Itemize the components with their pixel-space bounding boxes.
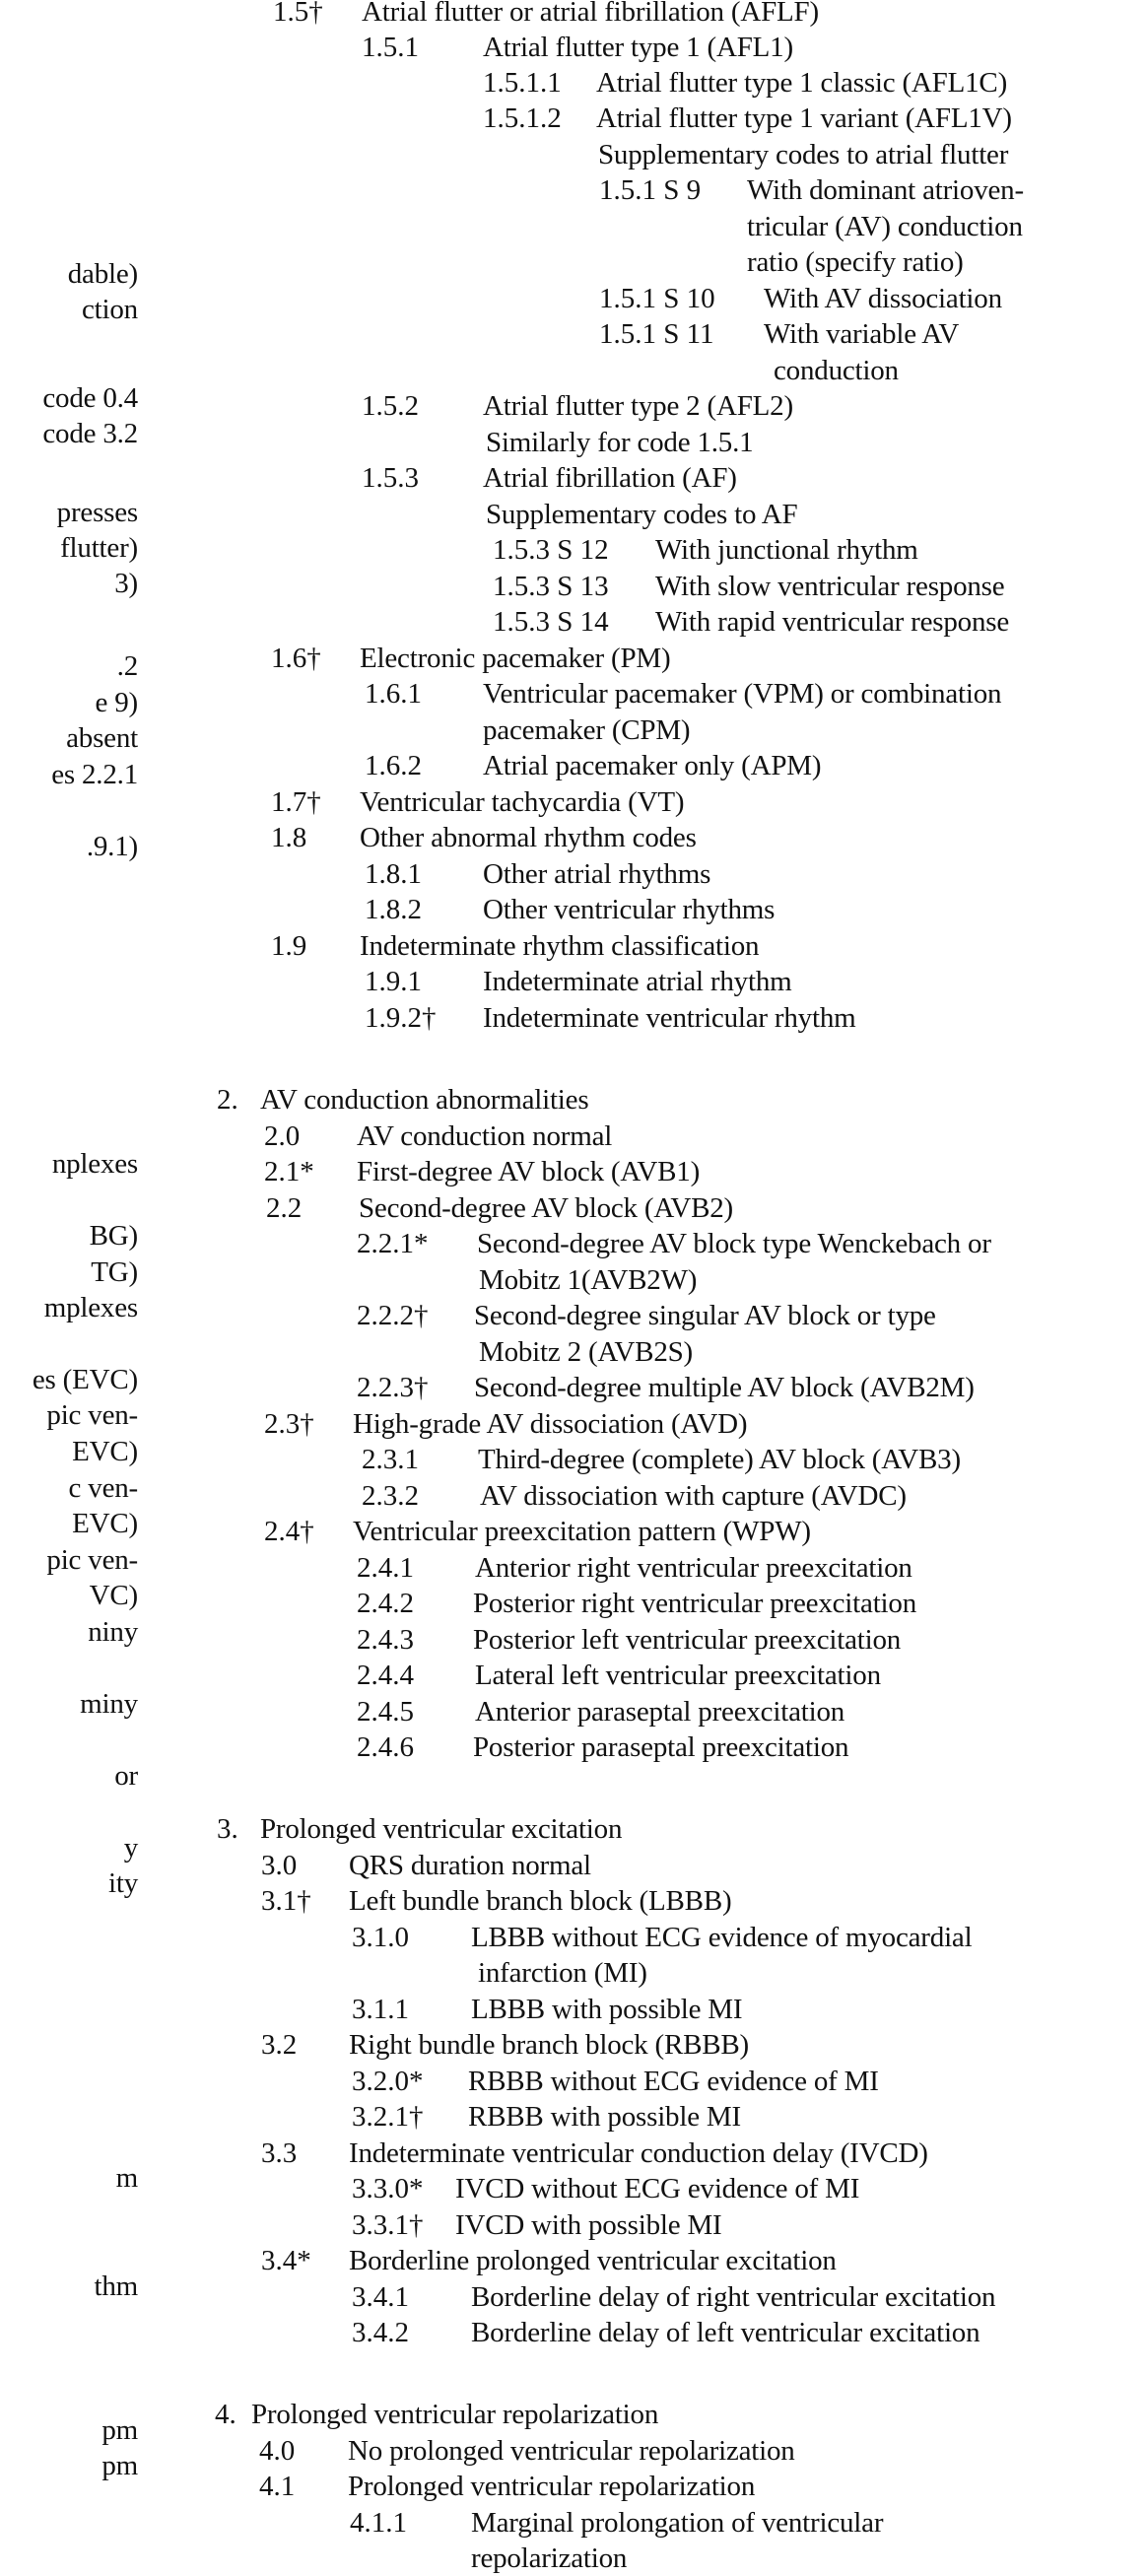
left-column-fragment: TG) — [91, 1256, 138, 1288]
code-description: Borderline delay of right ventricular excitation — [471, 2281, 996, 2313]
code-description: Other atrial rhythms — [483, 858, 711, 890]
code-description: With junctional rhythm — [655, 534, 918, 566]
code-number: 2.4.2 — [357, 1588, 414, 1619]
code-description: LBBB without ECG evidence of myocardial — [471, 1922, 973, 1953]
code-number: 2.0 — [264, 1120, 301, 1152]
code-number: 2.4.4 — [357, 1660, 414, 1691]
code-description: Second-degree AV block (AVB2) — [359, 1192, 734, 1224]
code-number: 3. — [217, 1813, 238, 1845]
left-column-fragment: 3) — [114, 568, 138, 599]
code-number: 3.1.0 — [352, 1922, 409, 1953]
code-description: Indeterminate atrial rhythm — [483, 966, 792, 997]
code-description: pacemaker (CPM) — [483, 714, 691, 746]
code-number: 2.2.1* — [357, 1228, 429, 1259]
code-description: Second-degree multiple AV block (AVB2M) — [474, 1372, 975, 1403]
left-column-fragment: thm — [94, 2271, 138, 2302]
code-description: Marginal prolongation of ventricular — [471, 2507, 884, 2539]
left-column-fragment: EVC) — [72, 1508, 138, 1539]
left-column-fragment: absent — [66, 722, 138, 754]
code-description: Ventricular tachycardia (VT) — [360, 786, 685, 818]
code-number: 3.4* — [261, 2245, 311, 2276]
code-description: Atrial flutter type 1 (AFL1) — [483, 32, 793, 63]
code-description: LBBB with possible MI — [471, 1994, 743, 2025]
code-number: 1.6.2 — [365, 750, 422, 781]
code-description: Second-degree singular AV block or type — [474, 1300, 936, 1331]
left-column-fragment: VC) — [89, 1580, 138, 1611]
left-column-fragment: es 2.2.1 — [51, 759, 138, 790]
code-number: 2.4.1 — [357, 1552, 414, 1584]
code-description: Similarly for code 1.5.1 — [486, 427, 754, 458]
left-column-fragment: pic ven- — [46, 1544, 138, 1576]
code-description: Ventricular preexcitation pattern (WPW) — [353, 1516, 811, 1547]
code-number: 1.9.1 — [365, 966, 422, 997]
code-number: 4.0 — [259, 2435, 296, 2467]
code-number: 4. — [215, 2399, 236, 2430]
left-column-fragment: miny — [80, 1688, 138, 1720]
code-description: Anterior right ventricular preexcitation — [475, 1552, 912, 1584]
code-number: 1.9 — [271, 930, 307, 962]
left-column-fragment: niny — [88, 1616, 138, 1648]
left-column-fragment: ction — [82, 294, 138, 325]
code-number: 1.5† — [273, 0, 323, 28]
code-number: 3.2.1† — [352, 2101, 424, 2133]
code-number: 1.5.1 S 10 — [599, 283, 715, 314]
code-number: 2.1* — [264, 1156, 314, 1187]
code-description: Anterior paraseptal preexcitation — [475, 1696, 845, 1728]
code-description: Third-degree (complete) AV block (AVB3) — [478, 1444, 961, 1475]
code-description: Mobitz 1(AVB2W) — [479, 1264, 698, 1296]
code-description: Borderline delay of left ventricular excitation — [471, 2317, 980, 2348]
code-description: Indeterminate ventricular conduction delay (IVCD) — [349, 2137, 928, 2169]
code-description: Borderline prolonged ventricular excitation — [349, 2245, 837, 2276]
code-number: 1.5.3 S 14 — [493, 606, 609, 638]
left-column-fragment: pm — [101, 2414, 138, 2446]
code-description: Prolonged ventricular repolarization — [251, 2399, 659, 2430]
code-number: 1.6† — [271, 643, 321, 674]
code-number: 2.2.2† — [357, 1300, 429, 1331]
code-description: No prolonged ventricular repolarization — [348, 2435, 795, 2467]
code-number: 1.5.1.2 — [483, 102, 562, 134]
code-description: Atrial flutter or atrial fibrillation (AFLF) — [362, 0, 819, 28]
code-number: 2.4† — [264, 1516, 314, 1547]
code-description: Electronic pacemaker (PM) — [360, 643, 671, 674]
code-description: AV conduction abnormalities — [260, 1084, 589, 1116]
left-column-fragment: flutter) — [60, 532, 138, 564]
left-column-fragment: ity — [107, 1867, 138, 1899]
code-number: 1.8.1 — [365, 858, 422, 890]
code-number: 4.1 — [259, 2471, 296, 2502]
code-description: ratio (specify ratio) — [747, 246, 964, 278]
left-column-fragment: dable) — [67, 258, 138, 290]
code-number: 2.3.2 — [362, 1480, 419, 1512]
code-description: IVCD without ECG evidence of MI — [455, 2173, 860, 2204]
code-number: 2.2.3† — [357, 1372, 429, 1403]
code-description: RBBB with possible MI — [468, 2101, 741, 2133]
code-description: Atrial pacemaker only (APM) — [483, 750, 822, 781]
left-column-fragment: mplexes — [43, 1292, 138, 1323]
code-description: Atrial flutter type 2 (AFL2) — [483, 390, 793, 422]
code-number: 1.8.2 — [365, 894, 422, 925]
code-number: 3.3.0* — [352, 2173, 424, 2204]
left-column-fragment: EVC) — [72, 1436, 138, 1467]
code-description: AV dissociation with capture (AVDC) — [480, 1480, 907, 1512]
left-column-fragment: pm — [101, 2450, 138, 2481]
left-column-fragment: nplexes — [51, 1148, 138, 1180]
code-description: IVCD with possible MI — [455, 2209, 722, 2241]
code-number: 1.5.1 S 11 — [599, 318, 714, 350]
code-description: QRS duration normal — [349, 1850, 591, 1881]
code-number: 3.4.2 — [352, 2317, 409, 2348]
left-column-fragment: presses — [56, 497, 138, 528]
code-description: tricular (AV) conduction — [747, 211, 1023, 242]
code-description: High-grade AV dissociation (AVD) — [353, 1408, 748, 1440]
code-number: 1.5.3 — [362, 462, 419, 494]
code-number: 3.1† — [261, 1885, 311, 1917]
code-description: Other abnormal rhythm codes — [360, 822, 697, 853]
left-column-fragment: .9.1) — [86, 831, 138, 862]
code-number: 2.2 — [266, 1192, 303, 1224]
code-description: With dominant atrioven- — [747, 174, 1024, 206]
code-description: With rapid ventricular response — [655, 606, 1010, 638]
code-description: Prolonged ventricular repolarization — [348, 2471, 756, 2502]
code-description: With variable AV — [764, 318, 960, 350]
code-number: 2.4.5 — [357, 1696, 414, 1728]
code-description: Supplementary codes to atrial flutter — [598, 139, 1009, 170]
left-column-fragment: pic ven- — [46, 1399, 138, 1431]
code-description: Ventricular pacemaker (VPM) or combination — [483, 678, 1002, 710]
code-description: Indeterminate rhythm classification — [360, 930, 760, 962]
code-description: Atrial fibrillation (AF) — [483, 462, 737, 494]
code-number: 2. — [217, 1084, 238, 1116]
code-description: RBBB without ECG evidence of MI — [468, 2066, 879, 2097]
code-number: 3.3 — [261, 2137, 298, 2169]
code-number: 1.5.1 — [362, 32, 419, 63]
code-description: Mobitz 2 (AVB2S) — [479, 1336, 694, 1368]
code-description: Second-degree AV block type Wenckebach or — [477, 1228, 991, 1259]
left-column-fragment: es (EVC) — [32, 1364, 138, 1395]
code-description: With slow ventricular response — [655, 571, 1005, 602]
code-description: conduction — [774, 355, 899, 386]
code-description: Right bundle branch block (RBBB) — [349, 2029, 750, 2061]
code-description: Atrial flutter type 1 variant (AFL1V) — [596, 102, 1012, 134]
code-number: 2.4.6 — [357, 1731, 414, 1763]
code-number: 1.7† — [271, 786, 321, 818]
code-number: 4.1.1 — [350, 2507, 407, 2539]
code-description: Prolonged ventricular excitation — [260, 1813, 623, 1845]
code-description: Indeterminate ventricular rhythm — [483, 1002, 856, 1034]
code-number: 2.3† — [264, 1408, 314, 1440]
code-number: 3.0 — [261, 1850, 298, 1881]
code-description: Atrial flutter type 1 classic (AFL1C) — [596, 67, 1008, 99]
left-column-fragment: e 9) — [95, 687, 138, 718]
code-description: AV conduction normal — [357, 1120, 613, 1152]
left-column-fragment: c ven- — [68, 1472, 138, 1504]
left-column-fragment: code 3.2 — [42, 418, 138, 449]
code-number: 3.4.1 — [352, 2281, 409, 2313]
code-description: infarction (MI) — [478, 1957, 647, 1989]
left-column-fragment: BG) — [89, 1220, 138, 1252]
code-description: Posterior paraseptal preexcitation — [473, 1731, 849, 1763]
code-number: 1.5.3 S 12 — [493, 534, 609, 566]
code-number: 3.1.1 — [352, 1994, 409, 2025]
code-number: 3.3.1† — [352, 2209, 424, 2241]
code-number: 2.3.1 — [362, 1444, 419, 1475]
code-number: 1.5.3 S 13 — [493, 571, 609, 602]
code-number: 1.9.2† — [365, 1002, 437, 1034]
code-number: 2.4.3 — [357, 1624, 414, 1656]
code-number: 1.5.1.1 — [483, 67, 562, 99]
code-number: 1.5.1 S 9 — [599, 174, 702, 206]
code-number: 3.2 — [261, 2029, 298, 2061]
code-description: First-degree AV block (AVB1) — [357, 1156, 701, 1187]
code-description: Supplementary codes to AF — [486, 499, 798, 530]
code-description: Left bundle branch block (LBBB) — [349, 1885, 732, 1917]
code-number: 1.8 — [271, 822, 307, 853]
left-column-fragment: y — [123, 1832, 138, 1864]
code-description: Lateral left ventricular preexcitation — [475, 1660, 881, 1691]
code-description: Posterior left ventricular preexcitation — [473, 1624, 902, 1656]
left-column-fragment: m — [115, 2162, 138, 2194]
code-number: 1.5.2 — [362, 390, 419, 422]
code-description: repolarization — [471, 2542, 628, 2574]
left-column-fragment: or — [114, 1760, 138, 1792]
code-description: With AV dissociation — [764, 283, 1002, 314]
code-number: 3.2.0* — [352, 2066, 424, 2097]
code-description: Other ventricular rhythms — [483, 894, 776, 925]
left-column-fragment: .2 — [116, 650, 138, 682]
code-number: 1.6.1 — [365, 678, 422, 710]
code-description: Posterior right ventricular preexcitation — [473, 1588, 917, 1619]
left-column-fragment: code 0.4 — [42, 382, 138, 414]
